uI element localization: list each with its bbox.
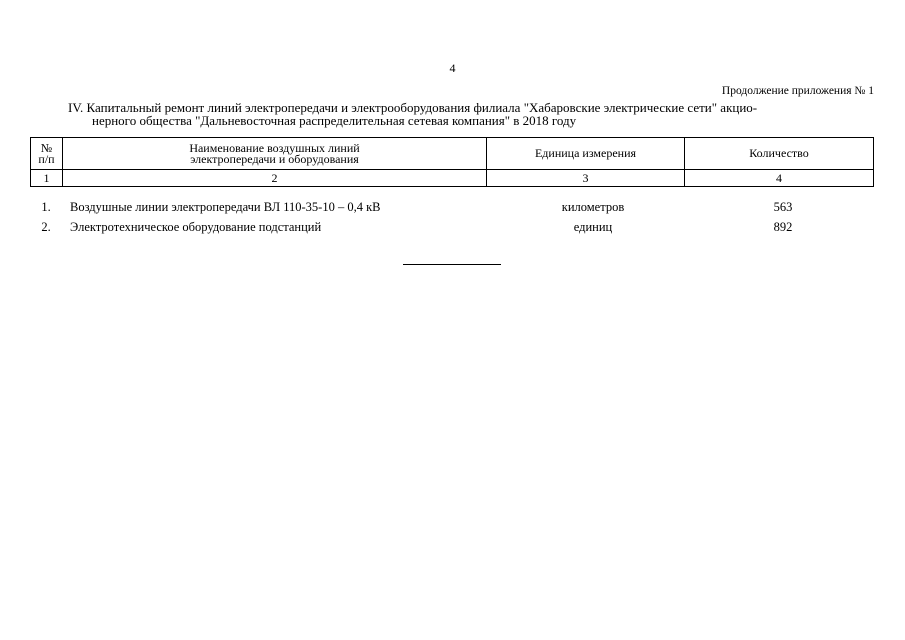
column-number-3: 3 bbox=[487, 170, 685, 187]
table-body bbox=[30, 197, 874, 237]
page-number: 4 bbox=[449, 61, 456, 75]
row-quantity: 892 bbox=[773, 219, 793, 234]
section-title bbox=[68, 100, 874, 128]
header-number-line-2: п/п bbox=[38, 151, 55, 166]
row-name: Электротехническое оборудование подстанций bbox=[70, 219, 322, 234]
appendix-continuation-note: Продолжение приложения № 1 bbox=[721, 85, 874, 97]
header-name-line-2: электропередачи и оборудования bbox=[190, 151, 359, 166]
header-quantity-label: Количество bbox=[749, 146, 809, 160]
header-unit-cell bbox=[487, 138, 685, 170]
row-unit: километров bbox=[561, 199, 625, 214]
header-number-line-1: № bbox=[40, 140, 53, 155]
column-number-2: 2 bbox=[63, 170, 487, 187]
row-quantity: 563 bbox=[773, 199, 793, 214]
column-number-4: 4 bbox=[685, 170, 874, 187]
section-title-line-2: нерного общества "Дальневосточная распределительная сетевая компания" в 2018 году bbox=[92, 113, 577, 128]
table-row bbox=[30, 197, 874, 217]
column-number-row bbox=[31, 170, 874, 187]
row-number: 1. bbox=[41, 199, 51, 214]
header-unit-label: Единица измерения bbox=[534, 146, 637, 160]
header-quantity-cell bbox=[685, 138, 874, 170]
header-name-cell bbox=[63, 138, 487, 170]
column-number-1: 1 bbox=[31, 170, 63, 187]
row-number: 2. bbox=[41, 219, 51, 234]
header-name-line-1: Наименование воздушных линий bbox=[189, 140, 360, 155]
row-unit: единиц bbox=[573, 219, 613, 234]
row-name: Воздушные линии электропередачи ВЛ 110-35-10 – 0,4 кВ bbox=[70, 199, 381, 214]
header-number-cell bbox=[31, 138, 63, 170]
end-divider-line bbox=[403, 264, 501, 265]
header-row bbox=[31, 138, 874, 170]
table-header bbox=[30, 137, 874, 187]
section-title-line-1: IV. Капитальный ремонт линий электропередачи и электрооборудования филиала "Хабаровские электрические сети" акцио- bbox=[68, 100, 758, 115]
table-row bbox=[30, 217, 874, 237]
